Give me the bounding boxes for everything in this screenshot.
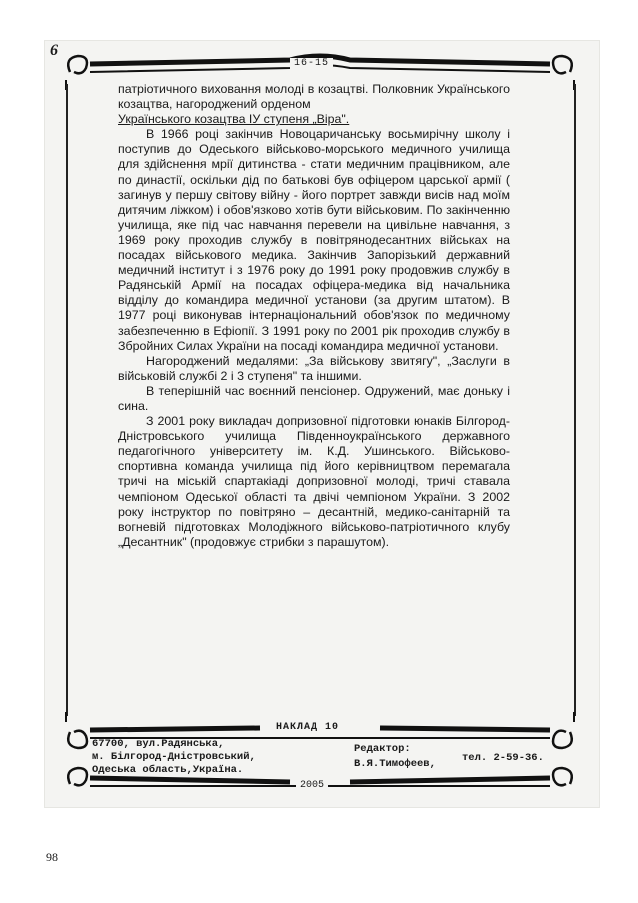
address-line: м. Білгород-Дністровський, <box>92 751 256 763</box>
imprint-title: НАКЛАД 10 <box>270 722 345 733</box>
page-number: 98 <box>46 850 58 864</box>
publisher-address <box>92 738 256 777</box>
paragraph: Українського козацтва IУ ступеня „Віра". <box>118 112 350 127</box>
publication-year: 2005 <box>296 780 328 791</box>
editor-label: Редактор: <box>354 743 411 755</box>
paragraph: В 1966 році закінчив Новоцаричанську восьмирічну школу і поступив до Одеського військово-морського медичного училища для здійснення мрії дитинства - стати медичним працівником, але по династії, оскільки дід по батькові був офіцером царської армії ( загинув у першу світову війну - його портрет завжди висів над моїм дитячим ліжком) і обов'язково хотів бути військовим. По закінченню училища, яке під час навчання перевели на цивільне навчання, з 1969 року проходив службу в повітрянодесантних військах на посадах військового медика. Закінчив Запорізький державний медичний інститут і з 1976 року до 1991 року продовжив службу в Радянській Армії на посадах офіцера-медика від начальника відділу до командира медичної установи (за другим штатом). В 1977 році виконував інтернаціональний обов'язок по медичному забезпеченню в Ефіопії. З 1991 року по 2001 рік проходив службу в Збройних Силах України на посаді командира медичної установи. <box>118 127 510 353</box>
frame-right-rule <box>574 84 576 716</box>
paragraph: патріотичного виховання молоді в козацтві. Полковник Українського козацтва, нагороджений орденом <box>118 82 510 112</box>
address-line: 67700, вул.Радянська, <box>92 738 225 750</box>
corner-number: 6 <box>50 42 58 59</box>
phone-number: тел. 2-59-36. <box>462 752 544 764</box>
frame-left-rule <box>66 84 68 716</box>
body-text <box>118 82 510 550</box>
page-code: 16-15 <box>290 58 333 69</box>
editor-name: В.Я.Тимофеев, <box>354 758 436 770</box>
paragraph: В теперішній час воєнний пенсіонер. Одружений, має доньку і сина. <box>118 383 510 413</box>
paragraph: З 2001 року викладач допризовної підготовки юнаків Білгород-Дністровського училища Південноукраїнського державного педагогічного університету ім. К.Д. Ушинського. Військово-спортивна команда училища під його керівництвом перемагала тричі на міській спартакіаді допризовної молоді, тричі ставала чемпіоном Одеської області та двічі чемпіоном України. З 2002 року інструктор по повітряно – десантній, медико-санітарній та вогневій підготовках Молодіжного військово-патріотичного клубу „Десантник" (продовжує стрибки з парашутом). <box>118 414 510 549</box>
paragraph: Нагороджений медалями: „За військову звитягу", „Заслуги в військовій службі 2 і 3 ступеня" та іншими. <box>118 353 510 383</box>
editor-block <box>354 742 436 772</box>
address-line: Одеська область,Україна. <box>92 764 244 776</box>
